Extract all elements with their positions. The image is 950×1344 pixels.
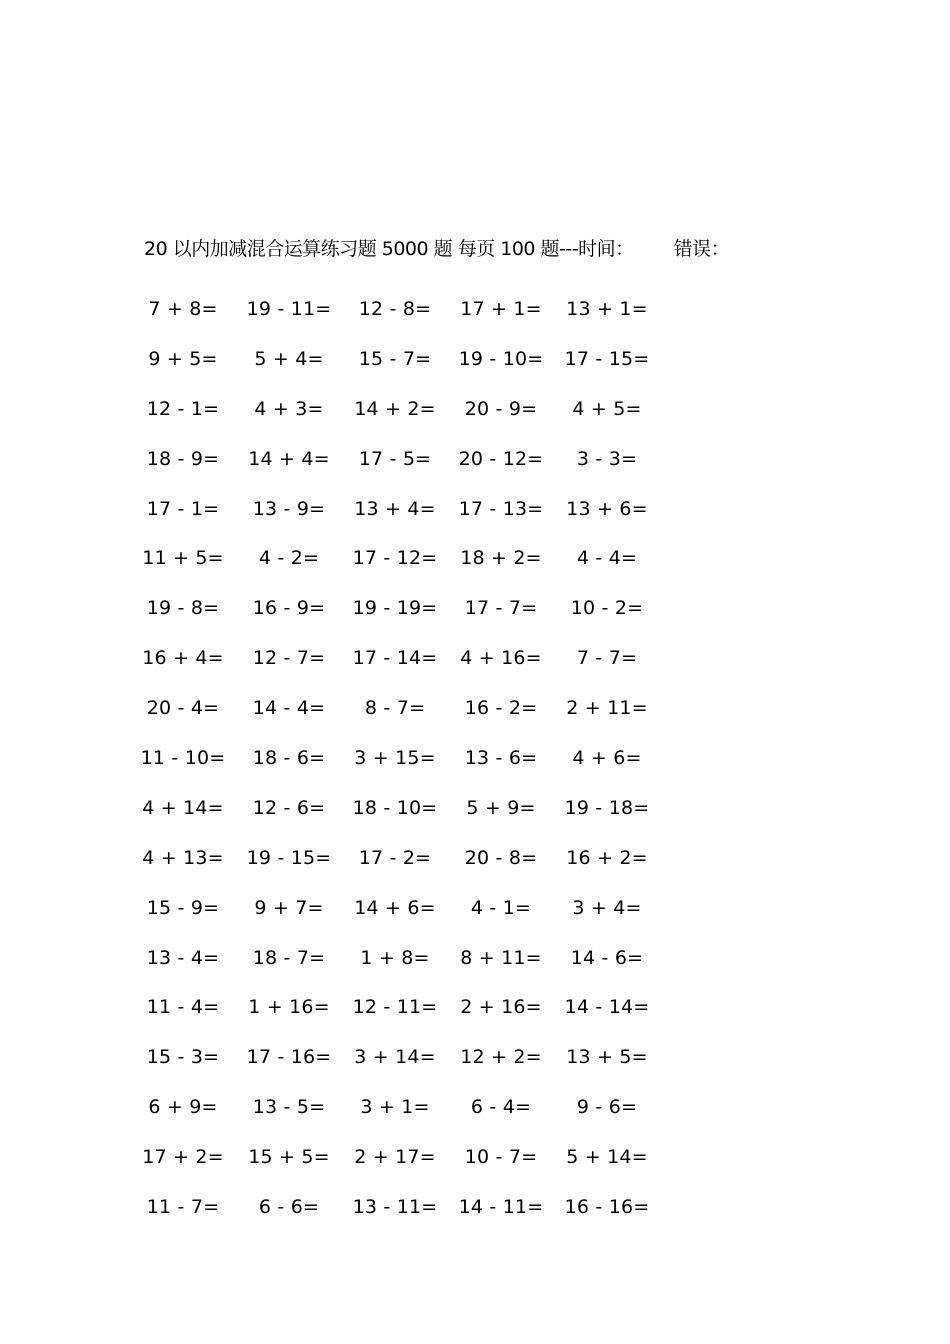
problem-item: 18 - 6= <box>252 746 326 769</box>
problem-item: 18 + 2= <box>460 547 542 570</box>
problem-item: 8 - 7= <box>364 697 426 720</box>
problem-row <box>130 1132 690 1182</box>
problem-row <box>130 334 690 384</box>
problem-item: 17 - 15= <box>564 347 650 370</box>
problem-item: 2 + 17= <box>354 1146 436 1169</box>
problem-item: 5 + 4= <box>254 347 324 370</box>
problem-item: 4 + 16= <box>460 647 542 670</box>
problem-item: 19 - 19= <box>352 597 438 620</box>
problem-item: 16 + 2= <box>566 846 648 869</box>
problem-row <box>130 783 690 833</box>
problem-row <box>130 284 690 334</box>
problem-item: 20 - 12= <box>458 447 544 470</box>
problem-item: 17 - 14= <box>352 647 438 670</box>
problem-row <box>130 1032 690 1082</box>
problem-item: 15 - 7= <box>358 347 432 370</box>
problem-item: 16 - 9= <box>252 597 326 620</box>
problem-item: 4 + 6= <box>572 746 642 769</box>
problem-row <box>130 484 690 534</box>
problem-item: 4 + 5= <box>572 397 642 420</box>
problem-row <box>130 583 690 633</box>
problem-item: 3 + 1= <box>360 1096 430 1119</box>
problem-item: 1 + 16= <box>248 996 330 1019</box>
problem-row <box>130 733 690 783</box>
problem-item: 5 + 9= <box>466 796 536 819</box>
problem-item: 4 + 3= <box>254 397 324 420</box>
problem-item: 12 - 11= <box>352 996 438 1019</box>
problem-item: 14 + 6= <box>354 896 436 919</box>
problem-item: 4 + 14= <box>142 796 224 819</box>
problem-item: 4 - 1= <box>470 896 532 919</box>
problem-item: 20 - 4= <box>146 697 220 720</box>
problem-item: 10 - 2= <box>570 597 644 620</box>
problem-item: 12 - 6= <box>252 796 326 819</box>
problem-row <box>130 633 690 683</box>
problem-item: 9 - 6= <box>576 1096 638 1119</box>
problem-item: 13 - 9= <box>252 497 326 520</box>
problem-item: 20 - 9= <box>464 397 538 420</box>
problem-item: 4 - 4= <box>576 547 638 570</box>
problem-item: 6 + 9= <box>148 1096 218 1119</box>
problem-item: 17 - 12= <box>352 547 438 570</box>
problem-item: 3 + 14= <box>354 1046 436 1069</box>
problem-item: 14 - 11= <box>458 1195 544 1218</box>
problem-row <box>130 384 690 434</box>
problem-item: 5 + 14= <box>566 1146 648 1169</box>
problem-item: 4 - 2= <box>258 547 320 570</box>
problem-item: 16 + 4= <box>142 647 224 670</box>
problem-item: 15 - 3= <box>146 1046 220 1069</box>
problem-item: 19 - 15= <box>246 846 332 869</box>
problem-item: 11 - 7= <box>146 1195 220 1218</box>
problem-item: 8 + 11= <box>460 946 542 969</box>
problem-item: 13 + 1= <box>566 297 648 320</box>
problem-item: 13 - 6= <box>464 746 538 769</box>
problem-item: 4 + 13= <box>142 846 224 869</box>
worksheet-header <box>144 236 729 262</box>
problem-item: 14 + 4= <box>248 447 330 470</box>
problem-item: 12 - 8= <box>358 297 432 320</box>
problem-item: 19 - 18= <box>564 796 650 819</box>
problem-row <box>130 533 690 583</box>
problem-item: 13 + 4= <box>354 497 436 520</box>
problem-grid <box>130 284 690 1232</box>
problem-item: 20 - 8= <box>464 846 538 869</box>
problem-row <box>130 833 690 883</box>
problem-item: 3 - 3= <box>576 447 638 470</box>
problem-item: 17 - 5= <box>358 447 432 470</box>
problem-item: 17 - 16= <box>246 1046 332 1069</box>
problem-item: 17 - 1= <box>146 497 220 520</box>
problem-row <box>130 982 690 1032</box>
problem-item: 6 - 6= <box>258 1195 320 1218</box>
problem-item: 18 - 9= <box>146 447 220 470</box>
problem-item: 7 - 7= <box>576 647 638 670</box>
worksheet-title: 20 以内加减混合运算练习题 5000 题 每页 100 题---时间： <box>144 238 634 260</box>
problem-item: 3 + 4= <box>572 896 642 919</box>
problem-row <box>130 1082 690 1132</box>
errors-label: 错误： <box>673 238 730 260</box>
problem-item: 17 + 2= <box>142 1146 224 1169</box>
problem-item: 12 - 1= <box>146 397 220 420</box>
problem-item: 15 + 5= <box>248 1146 330 1169</box>
problem-item: 10 - 7= <box>464 1146 538 1169</box>
problem-item: 18 - 7= <box>252 946 326 969</box>
problem-item: 14 - 6= <box>570 946 644 969</box>
problem-item: 14 + 2= <box>354 397 436 420</box>
problem-item: 17 + 1= <box>460 297 542 320</box>
problem-item: 16 - 2= <box>464 697 538 720</box>
problem-item: 7 + 8= <box>148 297 218 320</box>
problem-item: 9 + 7= <box>254 896 324 919</box>
problem-item: 13 - 11= <box>352 1195 438 1218</box>
problem-item: 14 - 14= <box>564 996 650 1019</box>
problem-item: 13 + 6= <box>566 497 648 520</box>
problem-item: 17 - 13= <box>458 497 544 520</box>
problem-item: 13 - 4= <box>146 946 220 969</box>
problem-item: 19 - 8= <box>146 597 220 620</box>
problem-row <box>130 434 690 484</box>
problem-item: 17 - 2= <box>358 846 432 869</box>
problem-item: 2 + 16= <box>460 996 542 1019</box>
problem-item: 14 - 4= <box>252 697 326 720</box>
problem-item: 6 - 4= <box>470 1096 532 1119</box>
problem-item: 13 + 5= <box>566 1046 648 1069</box>
problem-item: 11 - 4= <box>146 996 220 1019</box>
problem-item: 12 - 7= <box>252 647 326 670</box>
problem-item: 12 + 2= <box>460 1046 542 1069</box>
problem-item: 11 - 10= <box>140 746 226 769</box>
problem-item: 18 - 10= <box>352 796 438 819</box>
problem-row <box>130 1182 690 1232</box>
problem-item: 16 - 16= <box>564 1195 650 1218</box>
problem-item: 11 + 5= <box>142 547 224 570</box>
problem-item: 9 + 5= <box>148 347 218 370</box>
problem-item: 19 - 11= <box>246 297 332 320</box>
problem-item: 15 - 9= <box>146 896 220 919</box>
problem-item: 13 - 5= <box>252 1096 326 1119</box>
problem-row <box>130 683 690 733</box>
problem-item: 3 + 15= <box>354 746 436 769</box>
problem-item: 19 - 10= <box>458 347 544 370</box>
problem-item: 17 - 7= <box>464 597 538 620</box>
problem-row <box>130 933 690 983</box>
problem-item: 2 + 11= <box>566 697 648 720</box>
problem-item: 1 + 8= <box>360 946 430 969</box>
problem-row <box>130 883 690 933</box>
